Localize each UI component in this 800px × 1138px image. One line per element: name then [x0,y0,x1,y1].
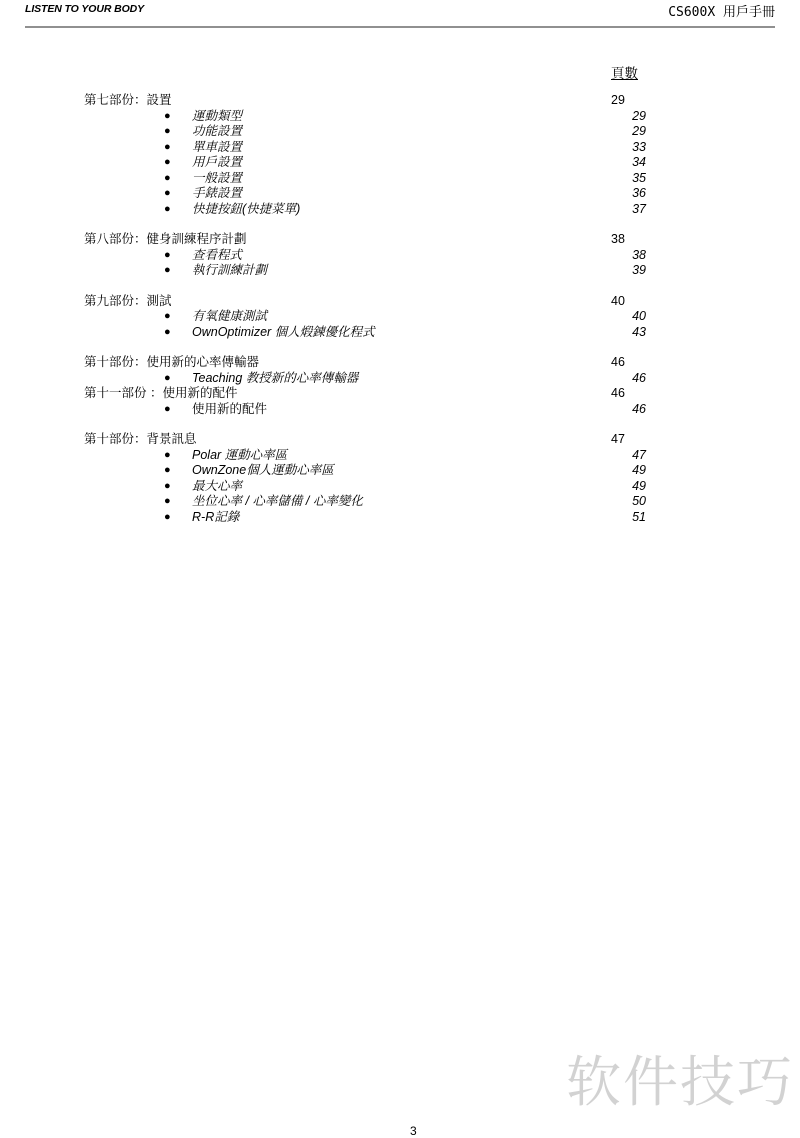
item-label: OwnZone個人運動心率區 [192,463,334,477]
item-page: 37 [632,201,646,216]
bullet-icon: ● [164,510,171,523]
toc-item[interactable] [84,263,650,279]
toc-section [84,232,650,279]
item-page: 29 [632,124,646,138]
item-page: 40 [632,309,646,323]
toc-section [84,432,650,525]
item-page: 36 [632,186,646,200]
bullet-icon: ● [164,464,171,476]
toc-item[interactable] [84,402,650,418]
item-label: OwnOptimizer 個人煅鍊優化程式 [192,324,375,339]
page-header [25,0,775,28]
toc-item[interactable] [84,325,650,341]
toc-item[interactable] [84,155,650,171]
brand-slogan: LISTEN TO YOUR BODY [25,3,145,15]
section-title: 第十部份：背景訊息 [84,432,197,446]
item-label: 一般設置 [192,170,243,185]
item-page: 51 [632,509,646,524]
toc-section [84,294,650,341]
bullet-icon: ● [164,448,171,461]
section-heading-row[interactable] [84,386,650,402]
bullet-icon: ● [164,248,171,261]
page-column-heading: 頁數 [611,66,638,81]
bullet-icon: ● [164,479,171,492]
section-heading-row[interactable] [84,93,650,109]
toc-item[interactable] [84,494,650,510]
item-page: 33 [632,139,646,154]
item-label: 使用新的配件 [192,401,268,416]
section-title: 第十部份：使用新的心率傳輸器 [84,355,260,369]
section-page: 47 [611,432,625,446]
bullet-icon: ● [164,310,171,322]
item-label: 功能設置 [192,124,243,138]
item-label: 最大心率 [192,478,243,493]
bullet-icon: ● [164,187,171,199]
item-page: 46 [632,401,646,416]
bullet-icon: ● [164,495,171,507]
item-label: 快捷按鈕(快捷菜單) [192,201,301,216]
document-title: CS600X 用戶手冊 [668,5,775,20]
item-page: 46 [632,370,646,385]
item-label: 單車設置 [192,139,243,154]
item-page: 35 [632,170,646,185]
item-page: 34 [632,155,646,169]
bullet-icon: ● [164,109,171,122]
section-title: 第七部份：設置 [84,93,172,107]
toc-item[interactable] [84,202,650,218]
watermark-text: 软件技巧 [566,1050,795,1114]
item-page: 29 [632,108,646,123]
item-label: R-R記錄 [192,509,240,524]
item-page: 38 [632,247,646,262]
toc-item[interactable] [84,510,650,526]
bullet-icon: ● [164,156,171,168]
bullet-icon: ● [164,371,171,384]
toc-item[interactable] [84,479,650,495]
toc-section [84,93,650,217]
item-label: 用戶設置 [192,155,243,169]
bullet-icon: ● [164,264,171,276]
toc-item[interactable] [84,463,650,479]
item-label: 坐位心率 / 心率儲備 / 心率變化 [192,494,363,508]
toc-item[interactable] [84,171,650,187]
item-page: 50 [632,494,646,508]
item-label: 查看程式 [192,247,243,262]
item-page: 43 [632,324,646,339]
section-page: 38 [611,232,625,246]
bullet-icon: ● [164,202,171,215]
section-heading-row[interactable] [84,232,650,248]
bullet-icon: ● [164,402,171,415]
toc-item[interactable] [84,371,650,387]
item-label: Polar 運動心率區 [192,447,288,462]
item-label: 有氧健康測試 [192,309,268,323]
item-label: Teaching 教授新的心率傳輸器 [192,370,359,385]
section-heading-row[interactable] [84,355,650,371]
toc-item[interactable] [84,140,650,156]
toc-item[interactable] [84,109,650,125]
table-of-contents [84,93,650,540]
toc-item[interactable] [84,124,650,140]
section-page: 40 [611,293,625,308]
toc-item[interactable] [84,248,650,264]
page-number: 3 [410,1124,417,1138]
toc-item[interactable] [84,448,650,464]
bullet-icon: ● [164,325,171,338]
toc-item[interactable] [84,309,650,325]
item-label: 運動類型 [192,108,243,123]
item-label: 手錶設置 [192,186,243,200]
item-page: 47 [632,447,646,462]
section-title: 第八部份：健身訓練程序計劃 [84,232,247,246]
section-heading-row[interactable] [84,432,650,448]
section-heading-row[interactable] [84,294,650,310]
section-title: 第九部份：測試 [84,293,172,308]
section-page: 29 [611,93,625,107]
item-page: 49 [632,463,646,477]
bullet-icon: ● [164,171,171,184]
bullet-icon: ● [164,125,171,137]
item-page: 49 [632,478,646,493]
toc-item[interactable] [84,186,650,202]
toc-section [84,355,650,386]
item-label: 執行訓練計劃 [192,263,268,277]
bullet-icon: ● [164,140,171,153]
section-page: 46 [611,386,625,400]
section-title: 第十一部份 ：使用新的配件 [84,386,238,400]
toc-section [84,386,650,417]
item-page: 39 [632,263,646,277]
section-page: 46 [611,355,625,369]
